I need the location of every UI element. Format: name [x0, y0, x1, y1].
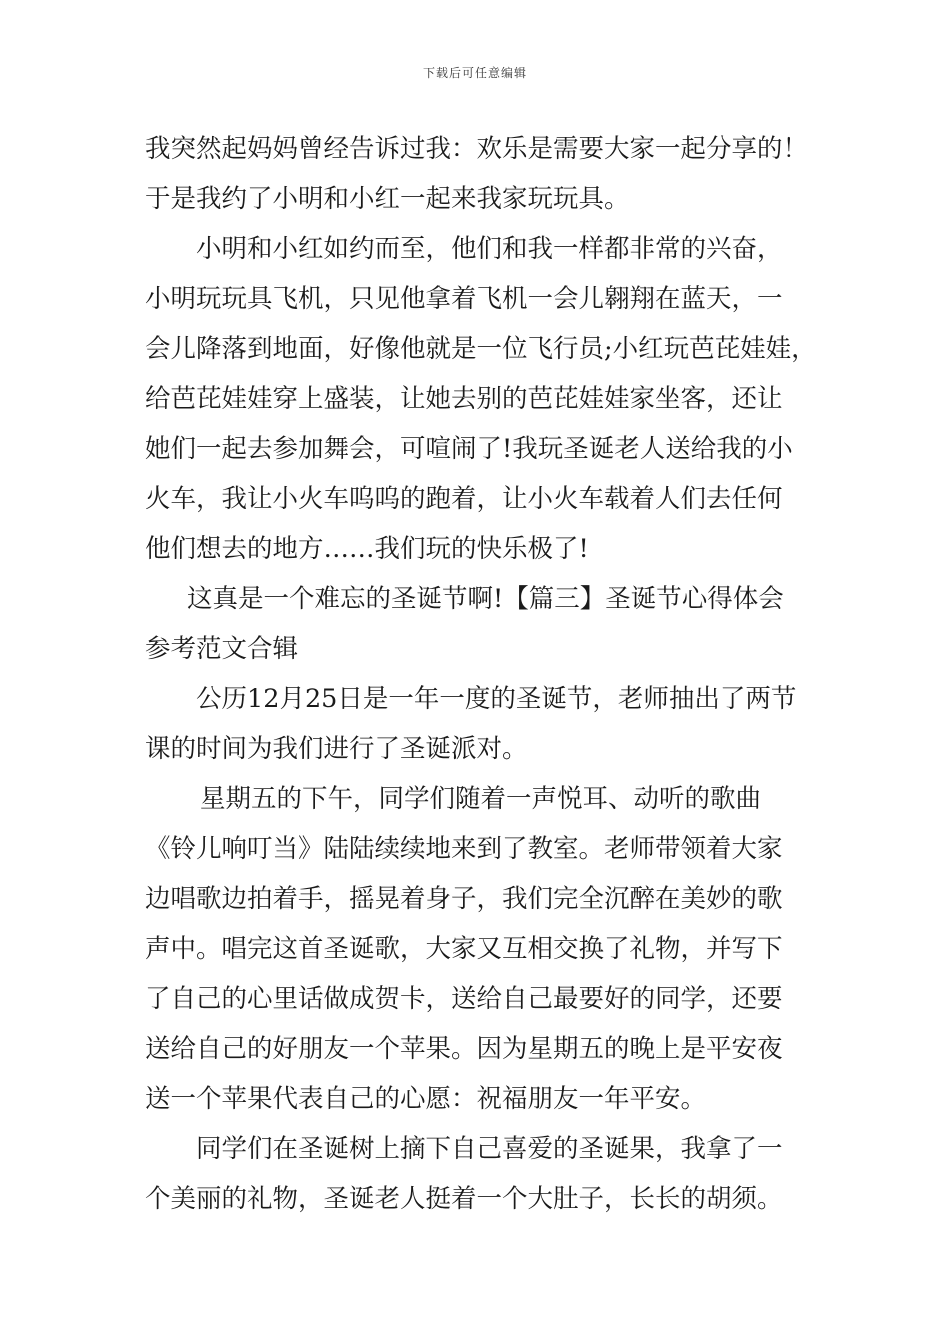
text-line: 小明和小红如约而至，他们和我一样都非常的兴奋， [196, 234, 783, 264]
document-body [145, 124, 815, 1224]
text-line: 这真是一个难忘的圣诞节啊!【篇三】圣诞节心得体会 [187, 584, 784, 614]
text-line: 参考范文合辑 [145, 634, 299, 664]
text-line: 火车，我让小火车呜呜的跑着，让小火车载着人们去任何 [145, 484, 783, 514]
text-line: 边唱歌边拍着手，摇晃着身子，我们完全沉醉在美妙的歌 [145, 884, 783, 914]
text-line: 我突然起妈妈曾经告诉过我：欢乐是需要大家一起分享的！ [145, 134, 809, 164]
text-line: 小明玩玩具飞机，只见他拿着飞机一会儿翱翔在蓝天，一 [145, 284, 783, 314]
text-line: 于是我约了小明和小红一起来我家玩玩具。 [145, 184, 630, 214]
text-line: 送一个苹果代表自己的心愿：祝福朋友一年平安。 [145, 1084, 707, 1114]
text-line: 《铃儿响叮当》陆陆续续地来到了教室。老师带领着大家 [145, 834, 783, 864]
text-line: 给芭芘娃娃穿上盛装，让她去别的芭芘娃娃家坐客，还让 [145, 384, 783, 414]
text-line: 会儿降落到地面，好像他就是一位飞行员;小红玩芭芘娃娃， [145, 334, 817, 364]
text-line: 星期五的下午，同学们随着一声悦耳、动听的歌曲 [200, 784, 762, 814]
page-header: 下载后可任意编辑 [422, 66, 527, 80]
text-line: 了自己的心里话做成贺卡，送给自己最要好的同学，还要 [145, 984, 783, 1014]
text-line: 送给自己的好朋友一个苹果。因为星期五的晚上是平安夜 [145, 1034, 783, 1064]
text-line: 她们一起去参加舞会，可喧闹了!我玩圣诞老人送给我的小 [145, 434, 793, 464]
text-line: 课的时间为我们进行了圣诞派对。 [145, 734, 528, 764]
text-line: 声中。唱完这首圣诞歌，大家又互相交换了礼物，并写下 [145, 934, 783, 964]
text-line: 个美丽的礼物，圣诞老人挺着一个大肚子，长长的胡须。 [145, 1184, 783, 1214]
text-line: 公历12月25日是一年一度的圣诞节，老师抽出了两节 [196, 684, 797, 714]
text-line: 同学们在圣诞树上摘下自己喜爱的圣诞果，我拿了一 [196, 1134, 783, 1164]
text-line: 他们想去的地方……我们玩的快乐极了! [145, 534, 589, 564]
